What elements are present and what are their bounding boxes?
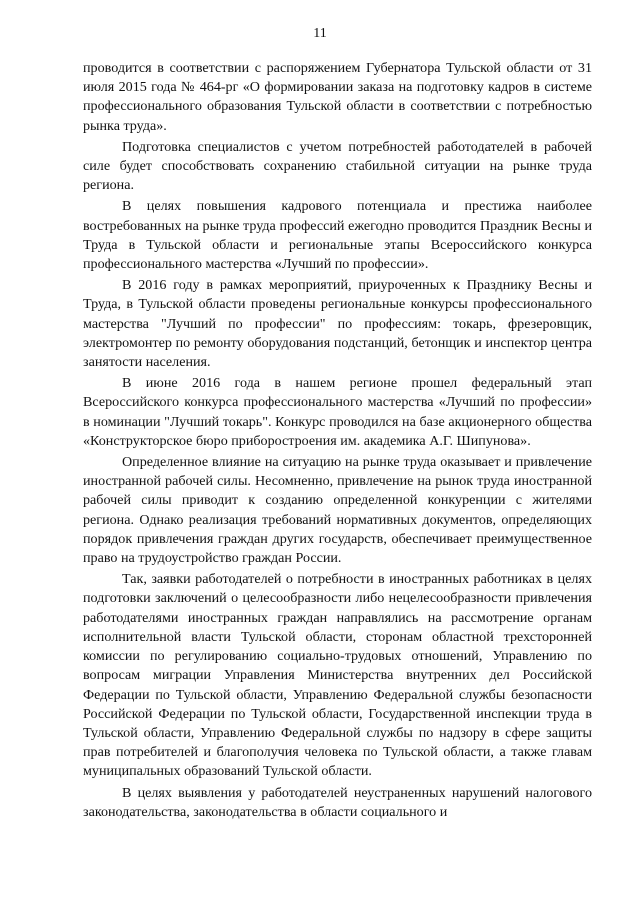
paragraph: Подготовка специалистов с учетом потребностей работодателей в рабочей силе будет способствовать сохранению стабильной ситуации на рынке труда региона. (83, 138, 592, 194)
paragraph: В целях повышения кадрового потенциала и престижа наиболее востребованных на рынке труда профессий ежегодно проводится Праздник Весны и Труда в Тульской области и региональные этапы Всероссийского конкурса профессионального мастерства «Лучший по профессии». (83, 198, 592, 273)
paragraph: В 2016 году в рамках мероприятий, приуроченных к Празднику Весны и Труда, в Тульской области проведены региональные конкурсы профессионального мастерства "Лучший по профессии" по профессиям: токарь, фрезеровщик, электромонтер по ремонту оборудования подстанций, бетонщик и инспектор центра занятости населения. (83, 277, 592, 371)
paragraph: В июне 2016 года в нашем регионе прошел федеральный этап Всероссийского конкурса профессионального мастерства «Лучший по профессии» в номинации "Лучший токарь". Конкурс проводился на базе акционерного общества «Конструкторское бюро приборостроения им. академика А.Г. Шипунова». (83, 375, 592, 449)
paragraph: проводится в соответствии с распоряжением Губернатора Тульской области от 31 июля 2015 года № 464-рг «О формировании заказа на подготовку кадров в системе профессионального образования Тульской области в соответствии с потребностью рынка труда». (83, 60, 592, 134)
page-number: 11 (313, 26, 327, 41)
document-body (83, 59, 592, 822)
paragraph: Определенное влияние на ситуацию на рынке труда оказывает и привлечение иностранной рабочей силы. Несомненно, привлечение на рынок труда иностранной рабочей силы приводит к созданию определенной конкуренции с жителями региона. Однако реализация требований нормативных документов, определяющих порядок привлечения граждан других государств, обеспечивает преимущественное право на трудоустройство граждан России. (83, 454, 592, 567)
paragraph: Так, заявки работодателей о потребности в иностранных работниках в целях подготовки заключений о целесообразности либо нецелесообразности привлечения работодателями иностранных граждан направлялись на рассмотрение органам исполнительной власти Тульской области, сторонам областной трехсторонней комиссии по регулированию социально-трудовых отношений, Управлению по вопросам миграции Управления Министерства внутренних дел Российской Федерации по Тульской области, Управлению Федеральной службы безопасности Российской Федерации по Тульской области, Государственной инспекции труда в Тульской области, Управлению Федеральной службы по надзору в сфере защиты прав потребителей и благополучия человека по Тульской области, а также главам муниципальных образований Тульской области. (83, 571, 592, 780)
paragraph: В целях выявления у работодателей неустраненных нарушений налогового законодательства, законодательства в области социального и (83, 784, 592, 820)
